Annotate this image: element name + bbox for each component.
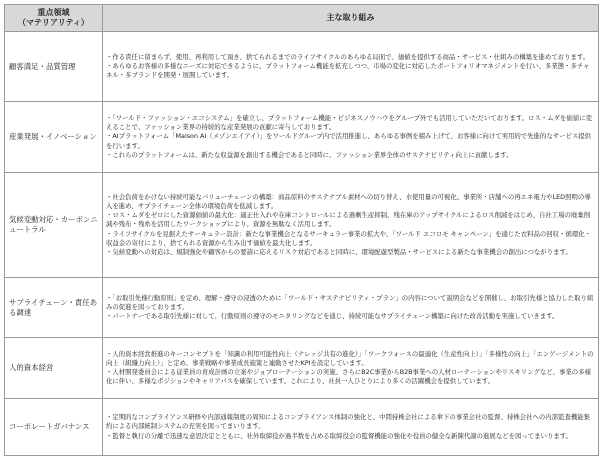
action-item: ・「ワールド・ファッション・エコシステム」を確立し、プラットフォーム機能・ビジネスノウハウをグループ外でも活用していただいております。ロス・ムダを価値に変えることで、ファッション業界の持続的な産業発展の貢献に寄与しております。	[106, 113, 592, 132]
action-item: ・「お取引先様行動原則」を定め、理解・遵守の浸透のために「ワールド・サステナビリティ・プラン」の内容について説明会などを開催し、お取引先様と協力した取り組みの促進を図っております。	[106, 293, 594, 311]
action-item: ・あらゆるお客様の多様なニーズに対応できるように、プラットフォーム機能を拡充しつつ、市場の変化に対応したポートフォリオマネジメントを行い、多業態・多チャネル・多ブランドを開発・展開しています。	[106, 61, 590, 80]
materiality-table	[4, 4, 599, 456]
row-actions	[103, 338, 599, 399]
row-area: サプライチェーン・責任ある調達	[5, 278, 103, 338]
action-item: ・監督と執行の分離で迅速な意思決定とともに、社外取締役が過半数を占める取締役会の監督機能の強化や役員の健全な新陳代謝の進展などを図ってまいります。	[106, 431, 573, 440]
header-area-line1: 重点領域	[37, 8, 70, 17]
row-actions	[103, 173, 599, 278]
row-area: コーポレートガバナンス	[5, 399, 103, 456]
action-item: ・人的資本経営推進のキーコンセプトを「知識の利用可能性向上（ナレッジ共有の進化）」「ワークフォースの最適化（生産性向上）」「多様性の向上」「エンゲージメントの向上（組織力向上）」と定め、事業戦略や事業成長施策と連動させたKPIを設定しています。	[106, 349, 594, 367]
row-actions	[103, 278, 599, 338]
header-actions: 主な取り組み	[103, 5, 599, 32]
row-actions	[103, 102, 599, 173]
table-row-governance	[5, 399, 599, 456]
action-item: ・AIプラットフォーム「Maison AI（メゾンエイアイ）」をワールドグループ内で活用推進し、あらゆる事例を積み上げて、お客様に向けて実用的で先進的なサービス提供を行います。	[106, 132, 592, 150]
header-area-line2: （マテリアリティ）	[18, 18, 89, 27]
row-area: 顧客満足・品質管理	[5, 32, 103, 102]
action-item: ・ライフサイクルを見据えたサーキュラー設計：新たな事業機会となるサーキュラー事業の拡大や、「ワールド エコロモ キャンペーン」を通じた衣料品の回収・循環化・収益金の寄付により、捨てられる資源から生み出す価値を最大化します。	[106, 229, 592, 247]
action-item: ・ロス・ムダをゼロにした資源価値の最大化：適正仕入れや在庫コントロールによる過剰生産抑制、残在庫のアップサイクルによるロス削減をはじめ、自社工場の廃棄削減や残布・残糸を活用したワークショップにより、資源を無駄なく活用します。	[106, 211, 591, 229]
action-item: ・定期的なコンプライアンス研修や内部通報制度の周知によるコンプライアンス体制の強化と、中間持株会社による傘下の事業会社の監督、持株会社への内部監査機能集約による内部統制システムの充実を図ってまいります。	[106, 413, 591, 431]
table-row-innovation	[5, 102, 599, 173]
table-row-customer-quality	[5, 32, 599, 102]
row-actions	[103, 32, 599, 102]
table-row-human-capital	[5, 338, 599, 399]
table-row-climate	[5, 173, 599, 278]
row-area: 気候変動対応・カーボンニュートラル	[5, 173, 103, 278]
action-item: ・これらのプラットフォームは、新たな収益源を創出する機会であると同時に、ファッション業界全体のサステナビリティ向上に貢献します。	[106, 150, 513, 159]
action-item: ・社会負荷をかけない持続可能なバリューチェーンの構築：商品原料のサステナブル素材への切り替え、水使用量の可視化、事業所・店舗への再エネ電力やLED照明の導入を進め、サプライチェーン全体の環境負荷を低減します。	[106, 192, 591, 210]
table-row-supply-chain	[5, 278, 599, 338]
row-area: 人的資本経営	[5, 338, 103, 399]
table-header-row	[5, 5, 599, 32]
action-item: ・作る責任に留まらず、使用、再利用して頂き、捨てられるまでのライフサイクルのあらゆる局面で、価値を提供する商品・サービス・仕組みの構築を進めております。	[106, 52, 590, 61]
row-area: 産業発展・イノベーション	[5, 102, 103, 173]
row-actions	[103, 399, 599, 456]
action-item: ・気候変動への対応は、規制強化や顧客からの要請に応えるリスク対応であると同時に、環境配慮型製品・サービスによる新たな事業機会の創出につながります。	[106, 248, 572, 256]
action-item: ・人材開発委員会による従業員の育成計画の立案やジョブローテーションの実施、さらにB2C事業からB2B事業への人材ローテーションやリスキリングなど、事業の多様化に伴い、多様なポジションやキャリアパスを確保しています。これにより、社員一人ひとりにより多くの活躍機会を提供しています。	[106, 368, 591, 386]
action-item: ・パートナーである取引先様に対して、行動原則の遵守のモニタリングなどを通じ、持続可能なサプライチェーン構築に向けた改善活動を実施していきます。	[106, 312, 559, 321]
header-area	[5, 5, 103, 32]
